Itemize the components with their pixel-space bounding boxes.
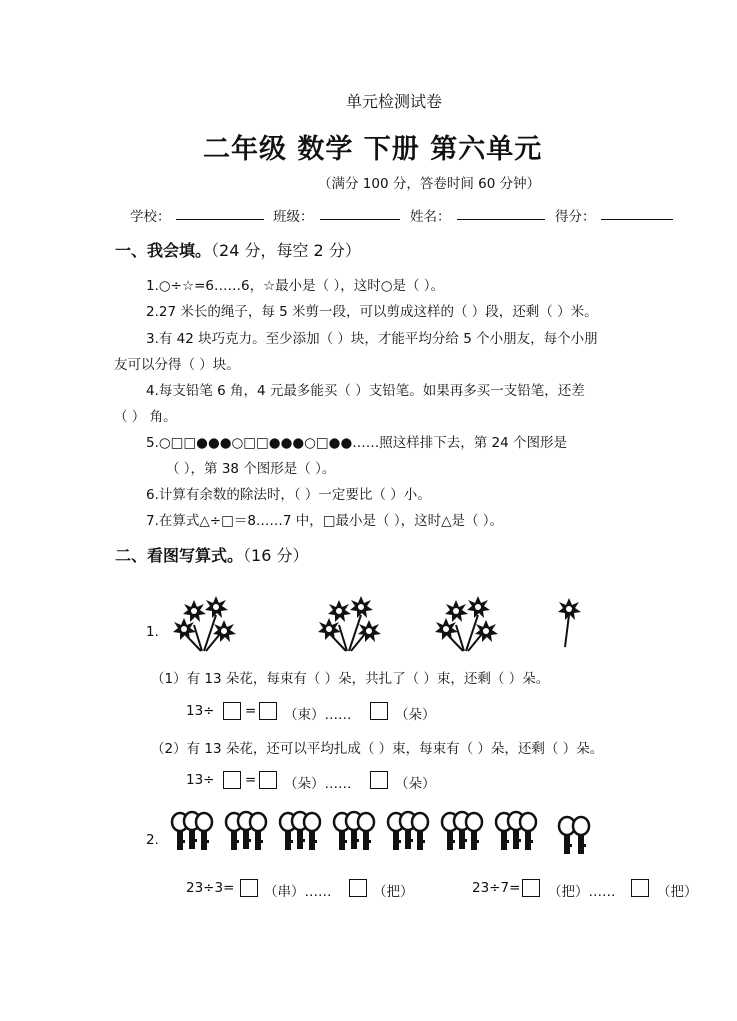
answer-box[interactable]: [349, 879, 367, 897]
key-bunch-icon: [384, 808, 432, 858]
answer-box[interactable]: [223, 771, 241, 789]
answer-box[interactable]: [240, 879, 258, 897]
eq4-unit1: （把）……: [548, 884, 616, 900]
q2-1-part1-text: （1）有 13 朵花，每束有（ ）朵，共扎了（ ）束，还剩（ ）朵。: [151, 671, 550, 687]
eq2-unit1: （朵）……: [284, 776, 352, 792]
section1-heading: [115, 238, 361, 261]
eq1-equals: =: [245, 703, 257, 719]
q2-1-label: 1.: [146, 624, 159, 640]
section2-heading: [115, 543, 308, 566]
q1-line-5: 5.○□□●●●○□□●●●○□●●……照这样排下去，第 24 个图形是: [146, 435, 567, 451]
eq4-unit2: （把）: [657, 884, 698, 900]
school-field[interactable]: [176, 207, 264, 220]
flower-bunch-icon: [313, 585, 383, 655]
answer-box[interactable]: [370, 702, 388, 720]
key-bunch-icon: [276, 808, 324, 858]
q1-line-1: 1.○÷☆=6……6，☆最小是（ ），这时○是（ ）。: [146, 278, 445, 294]
answer-box[interactable]: [259, 702, 277, 720]
key-bunch-icon: [492, 808, 540, 858]
q1-line-3: 3.有 42 块巧克力。至少添加（ ）块，才能平均分给 5 个小朋友，每个小朋: [146, 331, 598, 347]
eq1-unit1: （束）……: [284, 707, 352, 723]
section1-points: （24 分，每空 2 分）: [211, 241, 361, 260]
eq2-unit2: （朵）: [395, 776, 436, 792]
answer-box[interactable]: [223, 702, 241, 720]
eq1-unit2: （朵）: [395, 707, 436, 723]
q1-line-2: 2.27 米长的绳子，每 5 米剪一段，可以剪成这样的（ ）段，还剩（ ）米。: [146, 304, 598, 320]
answer-box[interactable]: [370, 771, 388, 789]
single-flower-icon: [547, 595, 587, 650]
page-title: 二年级 数学 下册 第六单元: [203, 134, 543, 165]
q1-line-4b: （ ） 角。: [114, 409, 177, 425]
q1-line-5b: （ ），第 38 个图形是（ ）。: [166, 461, 336, 477]
section2-title: 二、看图写算式。: [115, 546, 244, 565]
flower-bunch-icon: [168, 585, 238, 655]
eq3-unit1: （串）……: [264, 884, 332, 900]
answer-box[interactable]: [259, 771, 277, 789]
score-label: 得分：: [555, 209, 596, 225]
eq3-prefix: 23÷3=: [186, 880, 235, 896]
eq1-prefix: 13÷: [186, 703, 215, 719]
q1-line-4: 4.每支铅笔 6 角，4 元最多能买（ ）支铅笔。如果再多买一支铅笔，还差: [146, 383, 585, 399]
score-field[interactable]: [601, 207, 673, 220]
key-pair-icon: [556, 814, 592, 860]
name-field[interactable]: [457, 207, 545, 220]
eq3-unit2: （把）: [373, 884, 414, 900]
q1-line-6: 6.计算有余数的除法时，（ ）一定要比（ ）小。: [146, 487, 431, 503]
name-label: 姓名：: [410, 209, 451, 225]
section2-points: （16 分）: [243, 546, 309, 565]
q2-2-label: 2.: [146, 832, 159, 848]
key-bunch-icon: [168, 808, 216, 858]
flower-bunch-icon: [430, 585, 500, 655]
key-bunch-icon: [438, 808, 486, 858]
q1-line-3b: 友可以分得（ ）块。: [114, 357, 240, 373]
key-bunch-icon: [222, 808, 270, 858]
eq2-equals: =: [245, 772, 257, 788]
class-label: 班级：: [273, 209, 314, 225]
q1-line-7: 7.在算式△÷□＝8……7 中，□最小是（ ），这时△是（ ）。: [146, 513, 504, 529]
school-label: 学校：: [130, 209, 171, 225]
answer-box[interactable]: [631, 879, 649, 897]
class-field[interactable]: [320, 207, 400, 220]
subtitle: （满分 100 分，答卷时间 60 分钟）: [318, 176, 541, 192]
key-bunch-icon: [330, 808, 378, 858]
section1-title: 一、我会填。: [115, 241, 212, 260]
q2-1-part2-text: （2）有 13 朵花，还可以平均扎成（ ）束，每束有（ ）朵，还剩（ ）朵。: [151, 741, 604, 757]
eq2-prefix: 13÷: [186, 772, 215, 788]
answer-box[interactable]: [522, 879, 540, 897]
supertitle: 单元检测试卷: [346, 92, 443, 111]
eq4-prefix: 23÷7=: [472, 880, 521, 896]
